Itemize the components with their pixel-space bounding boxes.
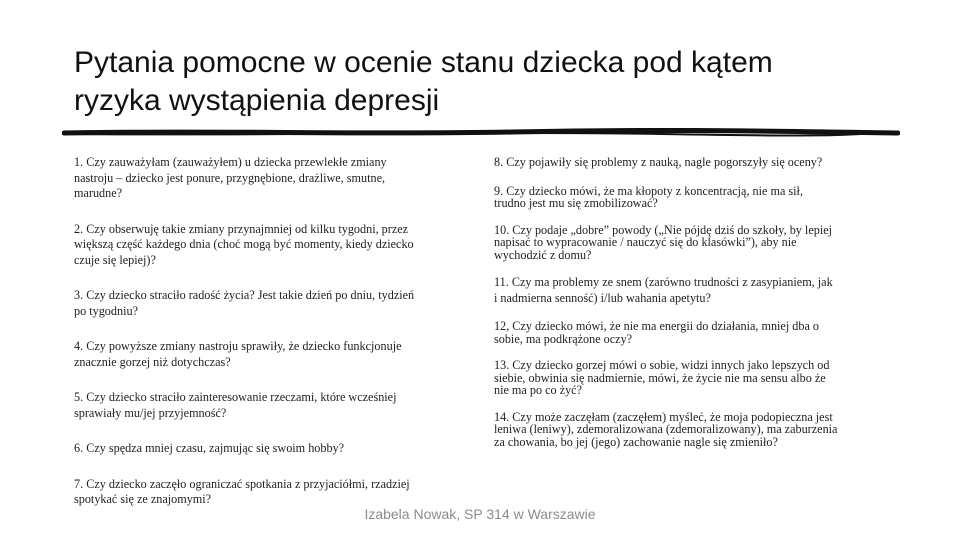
question-line: 2. Czy obserwuję takie zmiany przynajmniej od kilku tygodni, przez bbox=[74, 221, 409, 236]
question-line: spotykać się ze znajomymi? bbox=[74, 492, 212, 506]
right-column bbox=[494, 155, 899, 462]
question-line: 13. Czy dziecko gorzej mówi o sobie, widzi innych jako lepszych od bbox=[494, 358, 830, 372]
question-line: leniwa (leniwy), zdemoralizowana (zdemoralizowany), ma zaburzenia bbox=[494, 422, 838, 436]
question-line: po tygodniu? bbox=[74, 303, 138, 318]
question-line: nastroju – dziecko jest ponure, przygnębione, drażliwe, smutne, bbox=[74, 170, 386, 185]
slide-footer: Izabela Nowak, SP 314 w Warszawie bbox=[364, 506, 596, 522]
question-item bbox=[74, 441, 476, 457]
question-item bbox=[494, 155, 899, 171]
question-line: 4. Czy powyższe zmiany nastroju sprawiły, że dziecko funkcjonuje bbox=[74, 339, 402, 353]
question-line: wychodzić z domu? bbox=[494, 247, 592, 262]
question-line: sobie, ma podkrążone oczy? bbox=[494, 331, 633, 346]
question-line: siebie, obwinia się nadmiernie, mówi, że życie nie ma sensu albo że bbox=[494, 370, 826, 385]
question-line: 10. Czy podaje „dobre” powody („Nie pójdę dziś do szkoły, by lepiej bbox=[494, 222, 832, 237]
question-line: czuje się lepiej)? bbox=[74, 252, 156, 267]
question-line: 12, Czy dziecko mówi, że nie ma energii do działania, mniej dba o bbox=[494, 319, 820, 333]
question-item bbox=[494, 320, 899, 345]
question-line: napisać to wypracowanie / nauczyć się do klasówki”), aby nie bbox=[494, 235, 797, 249]
question-item bbox=[494, 275, 899, 306]
question-item bbox=[74, 222, 476, 269]
question-line: za chowania, bo jej (jego) zachowanie nagle się zmieniło? bbox=[494, 434, 778, 449]
slide-title bbox=[74, 44, 894, 120]
question-item bbox=[494, 224, 899, 262]
question-item bbox=[74, 155, 476, 202]
question-line: 1. Czy zauważyłam (zauważyłem) u dziecka przewlekłe zmiany bbox=[74, 155, 387, 169]
question-line: znacznie gorzej niż dotychczas? bbox=[74, 354, 231, 369]
question-line: 6. Czy spędza mniej czasu, zajmując się swoim hobby? bbox=[74, 441, 345, 455]
question-item bbox=[74, 339, 476, 370]
question-line: 3. Czy dziecko straciło radość życia? Jest takie dzień po dniu, tydzień bbox=[74, 288, 415, 302]
question-line: marudne? bbox=[74, 186, 123, 200]
question-item bbox=[74, 477, 476, 508]
title-line: Pytania pomocne w ocenie stanu dziecka pod kątem bbox=[74, 46, 773, 79]
question-line: 8. Czy pojawiły się problemy z nauką, nagle pogorszyły się oceny? bbox=[494, 155, 823, 169]
title-divider bbox=[62, 126, 900, 140]
question-line: 9. Czy dziecko mówi, że ma kłopoty z koncentracją, nie ma sił, bbox=[494, 183, 803, 198]
question-item bbox=[494, 411, 899, 449]
question-line: nie ma po co żyć? bbox=[494, 383, 582, 397]
question-line: 7. Czy dziecko zaczęło ograniczać spotkania z przyjaciółmi, rzadziej bbox=[74, 476, 410, 491]
question-line: większą część każdego dnia (choć mogą być momenty, kiedy dziecko bbox=[74, 237, 414, 251]
question-item bbox=[494, 359, 899, 397]
question-line: i nadmierna senność) i/lub wahania apetytu? bbox=[494, 290, 711, 305]
title-line: ryzyka wystąpienia depresji bbox=[74, 84, 440, 117]
left-column bbox=[74, 155, 476, 528]
question-item bbox=[74, 288, 476, 319]
question-item bbox=[494, 185, 899, 210]
question-line: 14. Czy może zaczęłam (zaczęłem) myśleć, że moja podopieczna jest bbox=[494, 409, 833, 424]
question-item bbox=[74, 390, 476, 421]
question-line: trudno jest mu się zmobilizować? bbox=[494, 196, 658, 210]
question-line: 5. Czy dziecko straciło zainteresowanie rzeczami, które wcześniej bbox=[74, 390, 397, 404]
question-line: sprawiały mu/jej przyjemność? bbox=[74, 405, 227, 420]
question-line: 11. Czy ma problemy ze snem (zarówno trudności z zasypianiem, jak bbox=[494, 275, 833, 289]
